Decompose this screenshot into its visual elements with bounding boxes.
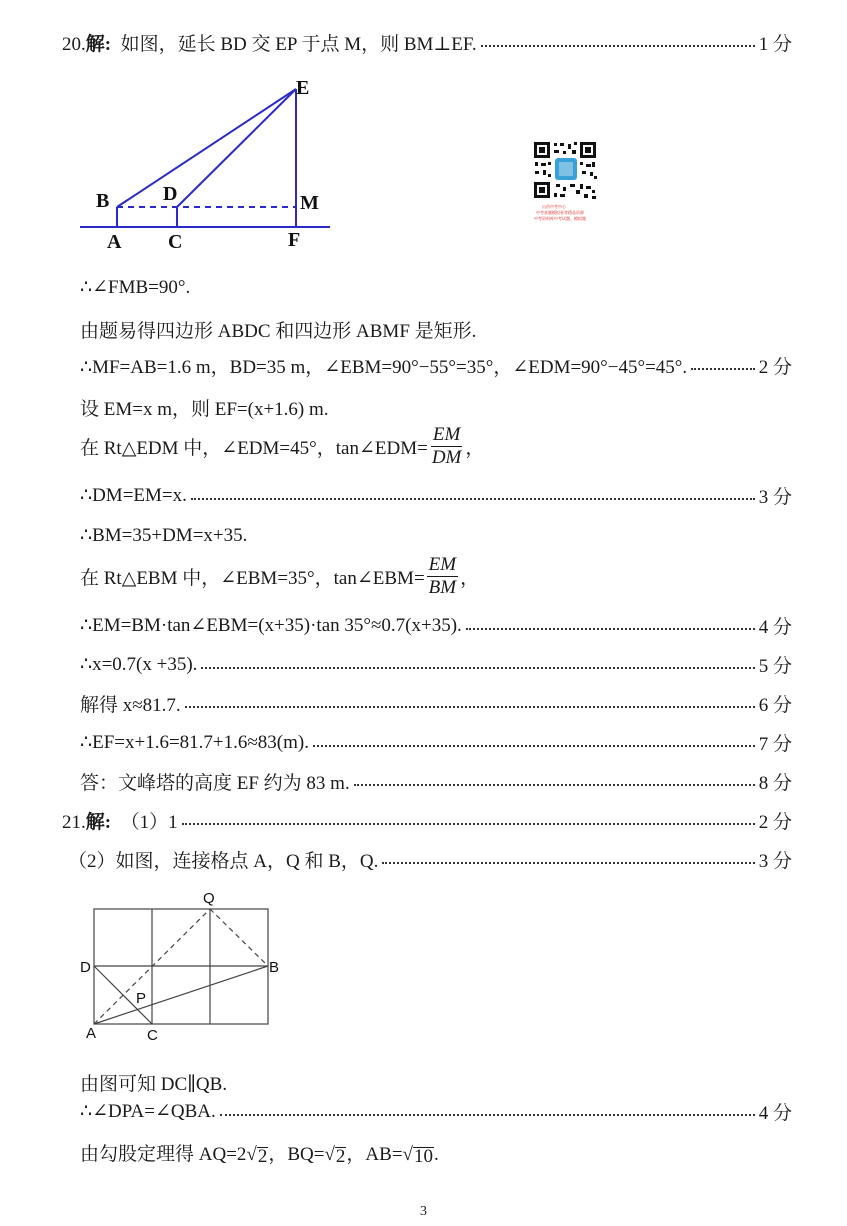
qr-code (530, 138, 610, 222)
label-d: D (80, 959, 91, 976)
label-b: B (96, 190, 110, 212)
line-de (177, 89, 296, 207)
rt-ebm-text: 在 Rt△EBM 中，∠EBM=35°，tan∠EBM= (80, 568, 425, 589)
qr-caption-1: 山西中考中心 (542, 204, 566, 209)
fraction-em-bm (427, 554, 458, 599)
pyth-text-3: ，AB= (346, 1144, 403, 1165)
label-b: B (269, 959, 280, 976)
label-c: C (168, 231, 183, 253)
line-dm (80, 482, 792, 508)
leader-dots (382, 862, 754, 864)
line-fmb: ∴∠FMB=90°. (80, 277, 191, 298)
line-mf-text: ∴MF=AB=1.6 m，BD=35 m，∠EBM=90°−55°=35°，∠EDM=90°−45°=45°. (80, 356, 688, 378)
score: 2 分 (758, 811, 792, 833)
radicand: 2 (257, 1146, 268, 1167)
fraction-den: BM (428, 577, 457, 598)
line-be (117, 89, 296, 207)
radicand: 10 (413, 1146, 433, 1167)
score: 8 分 (758, 772, 792, 794)
label-d: D (163, 183, 178, 205)
rt-ebm-suffix: ， (460, 568, 480, 589)
score: 3 分 (758, 486, 792, 508)
line-text: ∴x=0.7(x +35). (80, 653, 198, 675)
rt-edm-text: 在 Rt△EDM 中，∠EDM=45°，tan∠EDM= (80, 438, 428, 459)
fraction-em-dm (430, 424, 464, 469)
q21-part2-text: （2）如图，连接格点 A，Q 和 B，Q. (68, 850, 379, 872)
score: 6 分 (758, 694, 792, 716)
line-dc-qb: 由图可知 DC∥QB. (80, 1074, 228, 1095)
line-text: ∴∠DPA=∠QBA. (80, 1100, 216, 1122)
label-a: A (107, 231, 122, 253)
qr-caption-2: 中考真题模拟卷等精品资源 (536, 210, 584, 215)
q21-part1 (62, 807, 792, 833)
pyth-text-1: 由勾股定理得 AQ=2 (80, 1144, 247, 1165)
label-a: A (86, 1025, 97, 1042)
radicand: 2 (335, 1146, 346, 1167)
score: 4 分 (758, 1102, 792, 1124)
sqrt-10: √ 10 (402, 1144, 433, 1167)
line-dm-text: ∴DM=EM=x. (80, 484, 187, 506)
leader-dots (313, 745, 755, 747)
leader-dots (201, 667, 754, 669)
score: 4 分 (758, 616, 792, 638)
leader-dots (691, 368, 755, 370)
line-ef (80, 729, 792, 755)
q20-figure (70, 72, 340, 257)
leader-dots (481, 45, 755, 47)
page-number: 3 (420, 1204, 427, 1219)
label-p: P (136, 990, 147, 1007)
fraction-num: EM (428, 554, 457, 575)
q21-figure (78, 886, 288, 1046)
qr-caption-3: 中考资料库中考试题、模拟题 (534, 216, 586, 221)
fraction-num: EM (432, 424, 461, 445)
line-text: 答：文峰塔的高度 EF 约为 83 m. (80, 772, 350, 794)
line-text: ∴EF=x+1.6=81.7+1.6≈83(m). (80, 731, 309, 753)
line-mf (80, 352, 792, 378)
score: 1 分 (758, 33, 792, 55)
sqrt-2: √ 2 (246, 1144, 268, 1167)
line-text: 解得 x≈81.7. (80, 694, 181, 716)
line-let-em: 设 EM=x m，则 EF=(x+1.6) m. (80, 399, 329, 420)
leader-dots (191, 498, 755, 500)
line-answer (80, 768, 792, 794)
rt-edm-suffix: ， (465, 438, 485, 459)
leader-dots (182, 823, 755, 825)
leader-dots (220, 1114, 755, 1116)
line-angle (80, 1098, 792, 1124)
leader-dots (466, 628, 755, 630)
q21-part2 (68, 846, 792, 872)
label-m: M (300, 192, 319, 214)
line-solve (80, 690, 792, 716)
fraction-den: DM (431, 447, 462, 468)
line-rt-ebm (80, 554, 479, 599)
line-rectangles: 由题易得四边形 ABDC 和四边形 ABMF 是矩形. (80, 321, 477, 342)
score: 2 分 (758, 356, 792, 378)
sqrt-2b: √ 2 (324, 1144, 346, 1167)
label-f: F (288, 229, 301, 251)
q21-part1-text: 21.解: （1）1 (62, 811, 178, 833)
label-q: Q (203, 890, 215, 907)
line-bm: ∴BM=35+DM=x+35. (80, 525, 248, 546)
line-rt-edm (80, 424, 484, 469)
label-e: E (296, 77, 310, 99)
score: 5 分 (758, 655, 792, 677)
pyth-text-2: ，BQ= (268, 1144, 325, 1165)
q20-header-text: 20.解: 如图，延长 BD 交 EP 于点 M，则 BM⊥EF. (62, 33, 477, 55)
segment-qb (210, 909, 268, 966)
line-text: ∴EM=BM·tan∠EBM=(x+35)·tan 35°≈0.7(x+35). (80, 614, 462, 636)
score: 3 分 (758, 850, 792, 872)
leader-dots (354, 784, 755, 786)
leader-dots (185, 706, 755, 708)
score: 7 分 (758, 733, 792, 755)
q20-header (62, 29, 792, 55)
line-em-calc (80, 612, 792, 638)
pyth-suffix: . (433, 1144, 439, 1165)
line-pythagoras (80, 1139, 439, 1166)
segment-ab (94, 966, 268, 1024)
line-x-eq (80, 651, 792, 677)
label-c: C (147, 1027, 158, 1044)
